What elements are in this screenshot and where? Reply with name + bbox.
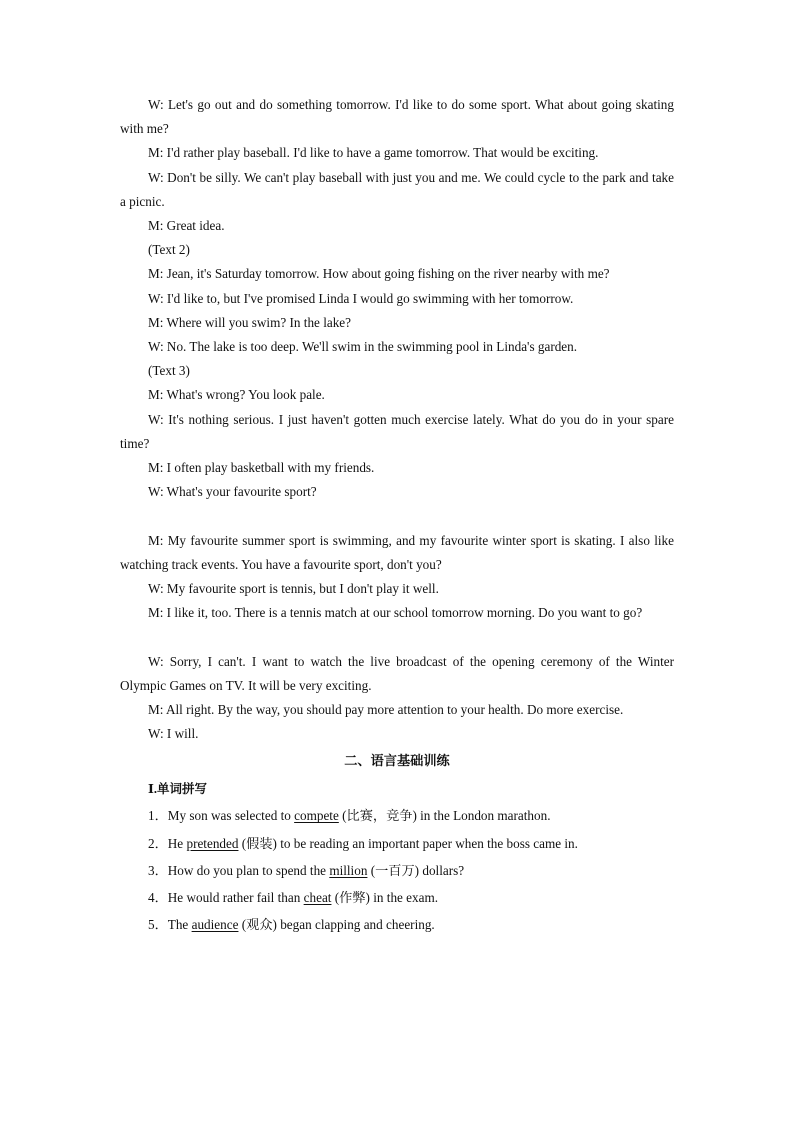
exercise-text-before: My son was selected to [167, 808, 295, 824]
dialogue-line: W: Don't be silly. We can't play baseball with just you and me. We could cycle to the park and take a picnic. [120, 169, 674, 209]
blank-line [120, 625, 674, 649]
exercise-answer: pretended [186, 835, 239, 851]
exercise-answer: compete [294, 808, 339, 824]
exercise-number: 2． [148, 835, 168, 851]
text-label: (Text 2) [148, 242, 190, 258]
exercise-text-before: He would rather fail than [167, 890, 304, 906]
exercise-number: 5． [148, 917, 168, 933]
dialogue-line: M: I like it, too. There is a tennis match at our school tomorrow morning. Do you want to go? [148, 605, 643, 621]
exercise-text-after: (一百万) dollars? [367, 862, 465, 878]
dialogue-part-2 [120, 529, 674, 626]
dialogue-line: W: What's your favourite sport? [148, 484, 317, 500]
dialogue-line: M: What's wrong? You look pale. [148, 387, 325, 403]
exercise-number: 4． [148, 890, 168, 906]
dialogue-line: W: Sorry, I can't. I want to watch the live broadcast of the opening ceremony of the Winter Olympic Games on TV. It will be very exciting. [120, 653, 674, 693]
document-content [120, 93, 674, 938]
dialogue-line: M: Great idea. [148, 218, 225, 234]
exercise-answer: million [329, 862, 368, 878]
dialogue-part-1 [120, 93, 674, 504]
dialogue-line: W: I'd like to, but I've promised Linda I would go swimming with her tomorrow. [148, 290, 574, 306]
exercise-item [148, 911, 674, 938]
dialogue-line: W: It's nothing serious. I just haven't gotten much exercise lately. What do you do in your spare time? [120, 411, 674, 451]
blank-line [120, 504, 674, 528]
dialogue-line: M: Where will you swim? In the lake? [148, 314, 352, 330]
exercise-text-after: (观众) began clapping and cheering. [238, 917, 435, 933]
dialogue-line: M: All right. By the way, you should pay more attention to your health. Do more exercise. [148, 702, 624, 718]
sub-heading: Ⅰ.单词拼写 [148, 782, 207, 797]
dialogue-line: W: I will. [148, 726, 199, 742]
exercise-item [148, 884, 674, 911]
exercise-answer: cheat [303, 890, 332, 906]
exercise-item [148, 802, 674, 829]
dialogue-part-3 [120, 650, 674, 747]
exercise-number: 1． [148, 808, 168, 824]
dialogue-line: W: My favourite sport is tennis, but I don't play it well. [148, 581, 439, 597]
exercise-text-before: The [167, 917, 192, 933]
text-label: (Text 3) [148, 363, 190, 379]
dialogue-line: M: I'd rather play baseball. I'd like to have a game tomorrow. That would be exciting. [148, 145, 599, 161]
dialogue-line: M: I often play basketball with my friends. [148, 460, 375, 476]
exercise-number: 3． [148, 862, 168, 878]
exercise-text-after: (作弊) in the exam. [331, 890, 439, 906]
exercise-answer: audience [191, 917, 239, 933]
dialogue-line: W: Let's go out and do something tomorrow. I'd like to do some sport. What about going skating with me? [120, 97, 674, 137]
exercise-text-before: He [167, 835, 187, 851]
exercise-text-before: How do you plan to spend the [167, 862, 330, 878]
exercise-item [148, 830, 674, 857]
dialogue-line: W: No. The lake is too deep. We'll swim in the swimming pool in Linda's garden. [148, 339, 578, 355]
section-title: 二、语言基础训练 [344, 753, 450, 769]
exercise-item [148, 857, 674, 884]
exercise-list [120, 802, 674, 938]
exercise-text-after: (假装) to be reading an important paper when the boss came in. [238, 835, 578, 851]
dialogue-line: M: My favourite summer sport is swimming, and my favourite winter sport is skating. I also like watching track events. You have a favourite sport, don't you? [120, 532, 674, 572]
exercise-text-after: (比赛，竞争) in the London marathon. [338, 808, 551, 824]
dialogue-line: M: Jean, it's Saturday tomorrow. How about going fishing on the river nearby with me? [148, 266, 610, 282]
